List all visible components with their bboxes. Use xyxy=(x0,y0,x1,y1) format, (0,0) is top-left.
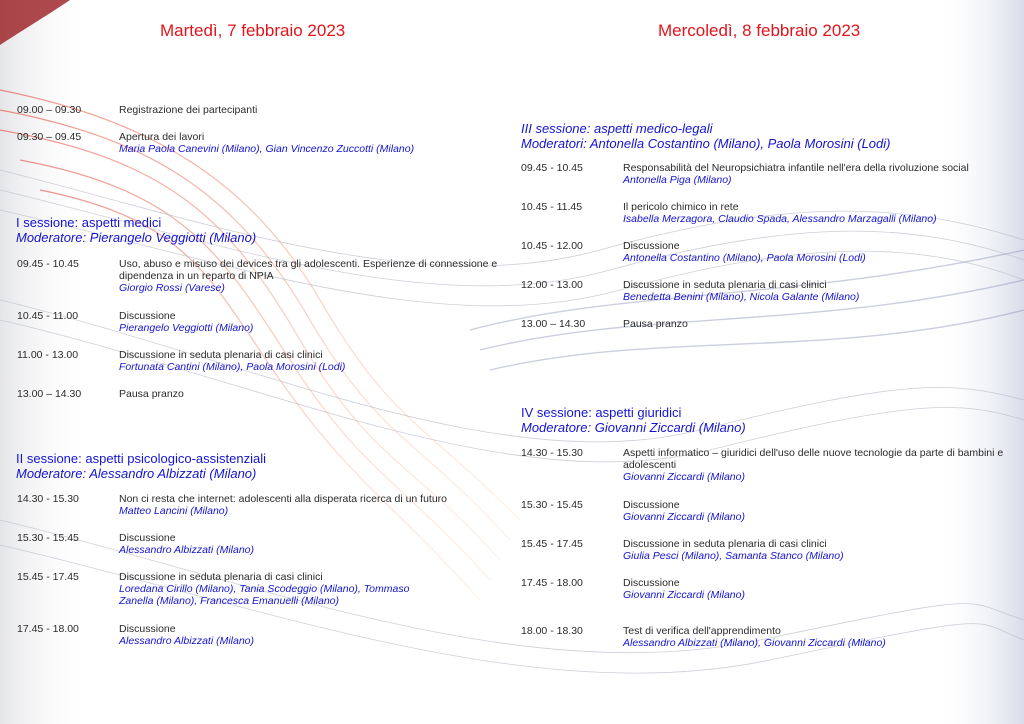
agenda-time: 12.00 - 13.00 xyxy=(521,279,583,291)
session-title: I sessione: aspetti medici xyxy=(16,215,162,230)
agenda-speakers: Alessandro Albizzati (Milano), Giovanni Ziccardi (Milano) xyxy=(623,637,886,649)
agenda-title: Discussione xyxy=(119,310,176,322)
agenda-speakers: Matteo Lancini (Milano) xyxy=(119,505,229,517)
agenda-speakers: Benedetta Benini (Milano), Nicola Galante (Milano) xyxy=(623,291,860,303)
agenda-title: Discussione in seduta plenaria di casi clinici xyxy=(119,349,323,361)
agenda-time: 13.00 – 14.30 xyxy=(521,318,586,330)
agenda-speakers: Antonella Piga (Milano) xyxy=(623,174,732,186)
agenda-speakers: Alessandro Albizzati (Milano) xyxy=(119,544,254,556)
agenda-time: 15.30 - 15.45 xyxy=(17,532,79,544)
agenda-time: 13.00 – 14.30 xyxy=(17,388,82,400)
agenda-speakers: Giovanni Ziccardi (Milano) xyxy=(623,589,745,601)
agenda-title: Discussione xyxy=(623,499,680,511)
session-title: IV sessione: aspetti giuridici xyxy=(521,405,682,420)
agenda-speakers: Isabella Merzagora, Claudio Spada, Alessandro Marzagalli (Milano) xyxy=(623,213,937,225)
session-header xyxy=(16,215,256,245)
agenda-title: Pausa pranzo xyxy=(119,388,184,400)
agenda-time: 17.45 - 18.00 xyxy=(521,577,583,589)
agenda-speakers: Giovanni Ziccardi (Milano) xyxy=(623,471,745,483)
agenda-title: Apertura dei lavori xyxy=(119,131,205,143)
session-header xyxy=(521,121,890,151)
session-moderator: Moderatore: Pierangelo Veggiotti (Milano) xyxy=(16,230,257,245)
session-title: II sessione: aspetti psicologico-assistenziali xyxy=(16,451,267,466)
agenda-title: Discussione in seduta plenaria di casi clinici xyxy=(119,571,323,583)
agenda-title: Non ci resta che internet: adolescenti alla disperata ricerca di un futuro xyxy=(119,493,448,505)
agenda-speakers: Giorgio Rossi (Varese) xyxy=(119,282,225,294)
session-moderator: Moderatore: Giovanni Ziccardi (Milano) xyxy=(521,420,746,435)
agenda-speakers: Alessandro Albizzati (Milano) xyxy=(119,635,254,647)
agenda-title: Aspetti informatico – giuridici dell'uso delle nuove tecnologie da parte di bambini e adolescenti xyxy=(623,447,1004,471)
agenda-time: 14.30 - 15.30 xyxy=(521,447,583,459)
agenda-title: Uso, abuso e misuso dei devices tra gli adolescenti. Esperienze di connessione e dipendenza in un reparto di NPIA xyxy=(119,258,498,282)
agenda-time: 15.30 - 15.45 xyxy=(521,499,583,511)
agenda-speakers: Loredana Cirillo (Milano), Tania Scodeggio (Milano), Tommaso Zanella (Milano), Francesca Emanuelli (Milano) xyxy=(119,583,410,607)
agenda-time: 09.00 – 09.30 xyxy=(17,104,82,116)
agenda-time: 15.45 - 17.45 xyxy=(17,571,79,583)
agenda-time: 11.00 - 13.00 xyxy=(17,349,79,361)
agenda-title: Discussione xyxy=(623,577,680,589)
agenda-title: Discussione in seduta plenaria di casi clinici xyxy=(623,538,827,550)
session-header xyxy=(521,405,746,435)
agenda-time: 17.45 - 18.00 xyxy=(17,623,79,635)
agenda-title: Discussione xyxy=(119,532,176,544)
agenda-title: Test di verifica dell'apprendimento xyxy=(623,625,781,637)
agenda-time: 10.45 - 12.00 xyxy=(521,240,583,252)
agenda-title: Responsabilità del Neuropsichiatra infantile nell'era della rivoluzione social xyxy=(623,162,969,174)
agenda-title: Discussione xyxy=(623,240,680,252)
agenda-title: Il pericolo chimico in rete xyxy=(623,201,739,213)
agenda-time: 18.00 - 18.30 xyxy=(521,625,583,637)
agenda-speakers: Giovanni Ziccardi (Milano) xyxy=(623,511,745,523)
session-title: III sessione: aspetti medico-legali xyxy=(521,121,713,136)
agenda-time: 09.45 - 10.45 xyxy=(17,258,79,270)
agenda-time: 10.45 - 11.00 xyxy=(17,310,79,322)
agenda-speakers: Giulia Pesci (Milano), Samanta Stanco (Milano) xyxy=(623,550,844,562)
agenda-time: 10.45 - 11.45 xyxy=(521,201,583,213)
agenda-speakers: Pierangelo Veggiotti (Milano) xyxy=(119,322,254,334)
agenda-speakers: Fortunata Cantini (Milano), Paola Morosini (Lodi) xyxy=(119,361,346,373)
agenda-title: Pausa pranzo xyxy=(623,318,688,330)
agenda-speakers: Maria Paola Canevini (Milano), Gian Vincenzo Zuccotti (Milano) xyxy=(119,143,415,155)
session-moderator: Moderatori: Antonella Costantino (Milano), Paola Morosini (Lodi) xyxy=(521,136,891,151)
day-title: Martedì, 7 febbraio 2023 xyxy=(160,21,346,40)
agenda-title: Discussione in seduta plenaria di casi clinici xyxy=(623,279,827,291)
agenda-time: 09.30 – 09.45 xyxy=(17,131,82,143)
agenda-speakers: Antonella Costantino (Milano), Paola Morosini (Lodi) xyxy=(623,252,866,264)
session-moderator: Moderatore: Alessandro Albizzati (Milano) xyxy=(16,466,257,481)
agenda-time: 14.30 - 15.30 xyxy=(17,493,79,505)
agenda-time: 09.45 - 10.45 xyxy=(521,162,583,174)
agenda-time: 15.45 - 17.45 xyxy=(521,538,583,550)
session-header xyxy=(16,451,266,481)
day-title: Mercoledì, 8 febbraio 2023 xyxy=(658,21,861,40)
agenda-title: Registrazione dei partecipanti xyxy=(119,104,258,116)
agenda-title: Discussione xyxy=(119,623,176,635)
